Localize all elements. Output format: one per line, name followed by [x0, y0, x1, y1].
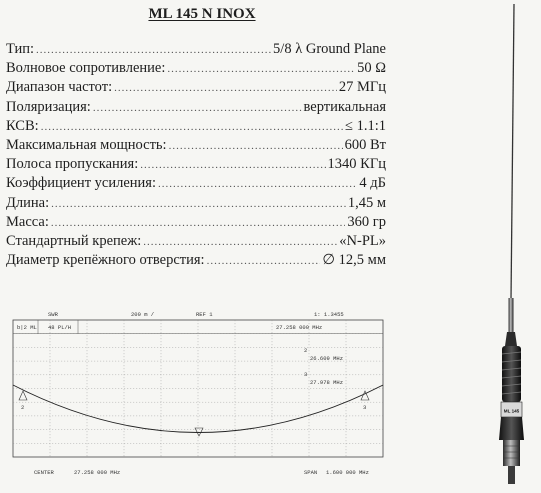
- spec-value: 600 Вт: [344, 136, 386, 153]
- spec-row-impedance: [6, 60, 386, 79]
- antenna-mount: [503, 440, 520, 466]
- analyzer-mode: SWR: [48, 311, 58, 318]
- spec-value: 4 дБ: [359, 175, 386, 192]
- span-value: 1.600 000 MHz: [326, 469, 369, 476]
- leader-dots: [51, 198, 346, 210]
- leader-dots: [158, 178, 357, 190]
- spec-row-type: [6, 41, 386, 60]
- marker3-frequency: 27.978 MHz: [310, 379, 344, 386]
- antenna-illustration: [470, 0, 541, 488]
- spec-label: Максимальная мощность:: [6, 136, 167, 153]
- spec-row-max-power: [6, 137, 386, 156]
- spec-value: 5/8 λ Ground Plane: [273, 41, 386, 57]
- spec-row-swr: [6, 118, 386, 137]
- swr-analyzer-plot: [8, 308, 386, 480]
- leader-dots: [114, 82, 337, 94]
- whip-rod: [511, 4, 514, 300]
- spec-label: Стандартный крепеж:: [6, 232, 142, 249]
- spec-label: Длина:: [6, 194, 50, 211]
- analyzer-format: 48 PL/H: [48, 324, 72, 331]
- spec-row-gain: [6, 175, 386, 194]
- spec-list: [6, 41, 386, 271]
- spec-value: 27 МГц: [338, 79, 386, 96]
- analyzer-scale: 200 m /: [131, 311, 155, 318]
- leader-dots: [51, 217, 346, 229]
- spec-value: ∅ 12,5 мм: [322, 252, 386, 269]
- spec-row-polarization: [6, 99, 386, 118]
- analyzer-channel: b|2 ML: [17, 324, 37, 331]
- spec-label: Коэффициент усиления:: [6, 175, 156, 192]
- antenna-photo: [470, 0, 541, 488]
- spec-label: Полоса пропускания:: [6, 156, 139, 173]
- center-marker-triangle-icon: [195, 428, 203, 436]
- spec-value: 1340 КГц: [327, 156, 386, 173]
- connector-pin: [508, 466, 515, 484]
- leader-dots: [167, 63, 355, 75]
- marker1-frequency: 27.258 000 MHz: [276, 324, 323, 331]
- marker3-label: 3: [304, 371, 308, 378]
- spec-label: Поляризация:: [6, 98, 91, 115]
- spec-row-frequency: [6, 79, 386, 98]
- coil-top-cap: [505, 332, 517, 346]
- center-label: CENTER: [34, 469, 54, 476]
- plot-frame: [13, 320, 383, 457]
- spec-label: Диаметр крепёжного отверстия:: [6, 252, 205, 269]
- marker2-label: 2: [304, 347, 308, 354]
- leader-dots: [143, 236, 337, 248]
- spec-label: КСВ:: [6, 117, 39, 134]
- antenna-model-label: ML 145: [503, 408, 520, 414]
- analyzer-svg: [8, 308, 386, 480]
- span-label: SPAN: [304, 469, 318, 476]
- leader-dots: [207, 255, 321, 267]
- spec-row-hole-diameter: [6, 252, 386, 271]
- leader-dots: [36, 44, 271, 56]
- spec-value: ≤ 1.1:1: [345, 117, 386, 134]
- spec-label: Тип:: [6, 41, 35, 57]
- antenna-base-housing: [499, 417, 524, 440]
- spec-value: 1,45 м: [347, 194, 386, 211]
- spec-row-bandwidth: [6, 156, 386, 175]
- spec-label: Масса:: [6, 213, 49, 230]
- plot-grid: [13, 320, 383, 457]
- leader-dots: [140, 159, 325, 171]
- leader-dots: [93, 102, 302, 114]
- marker2-frequency: 26.609 MHz: [310, 355, 344, 362]
- spec-label: Волновое сопротивление:: [6, 60, 166, 77]
- analyzer-ref: REF 1: [196, 311, 213, 318]
- spec-value: вертикальная: [303, 98, 386, 115]
- spec-value: 50 Ω: [357, 60, 386, 77]
- spec-row-length: [6, 195, 386, 214]
- center-value: 27.258 000 MHz: [74, 469, 121, 476]
- spec-row-mount: [6, 233, 386, 252]
- leader-dots: [169, 140, 343, 152]
- leader-dots: [41, 121, 343, 133]
- spec-value: 360 гр: [347, 213, 386, 230]
- spec-row-mass: [6, 214, 386, 233]
- right-marker-label: 3: [363, 404, 367, 411]
- left-marker-label: 2: [21, 404, 25, 411]
- whip-lower-section: [509, 298, 514, 332]
- left-marker-triangle-icon: [19, 391, 27, 400]
- page-title: ML 145 N INOX: [148, 6, 256, 22]
- spec-label: Диапазон частот:: [6, 79, 113, 96]
- analyzer-marker-readout: 1: 1.3455: [314, 311, 344, 318]
- spec-value: «N-PL»: [339, 232, 386, 249]
